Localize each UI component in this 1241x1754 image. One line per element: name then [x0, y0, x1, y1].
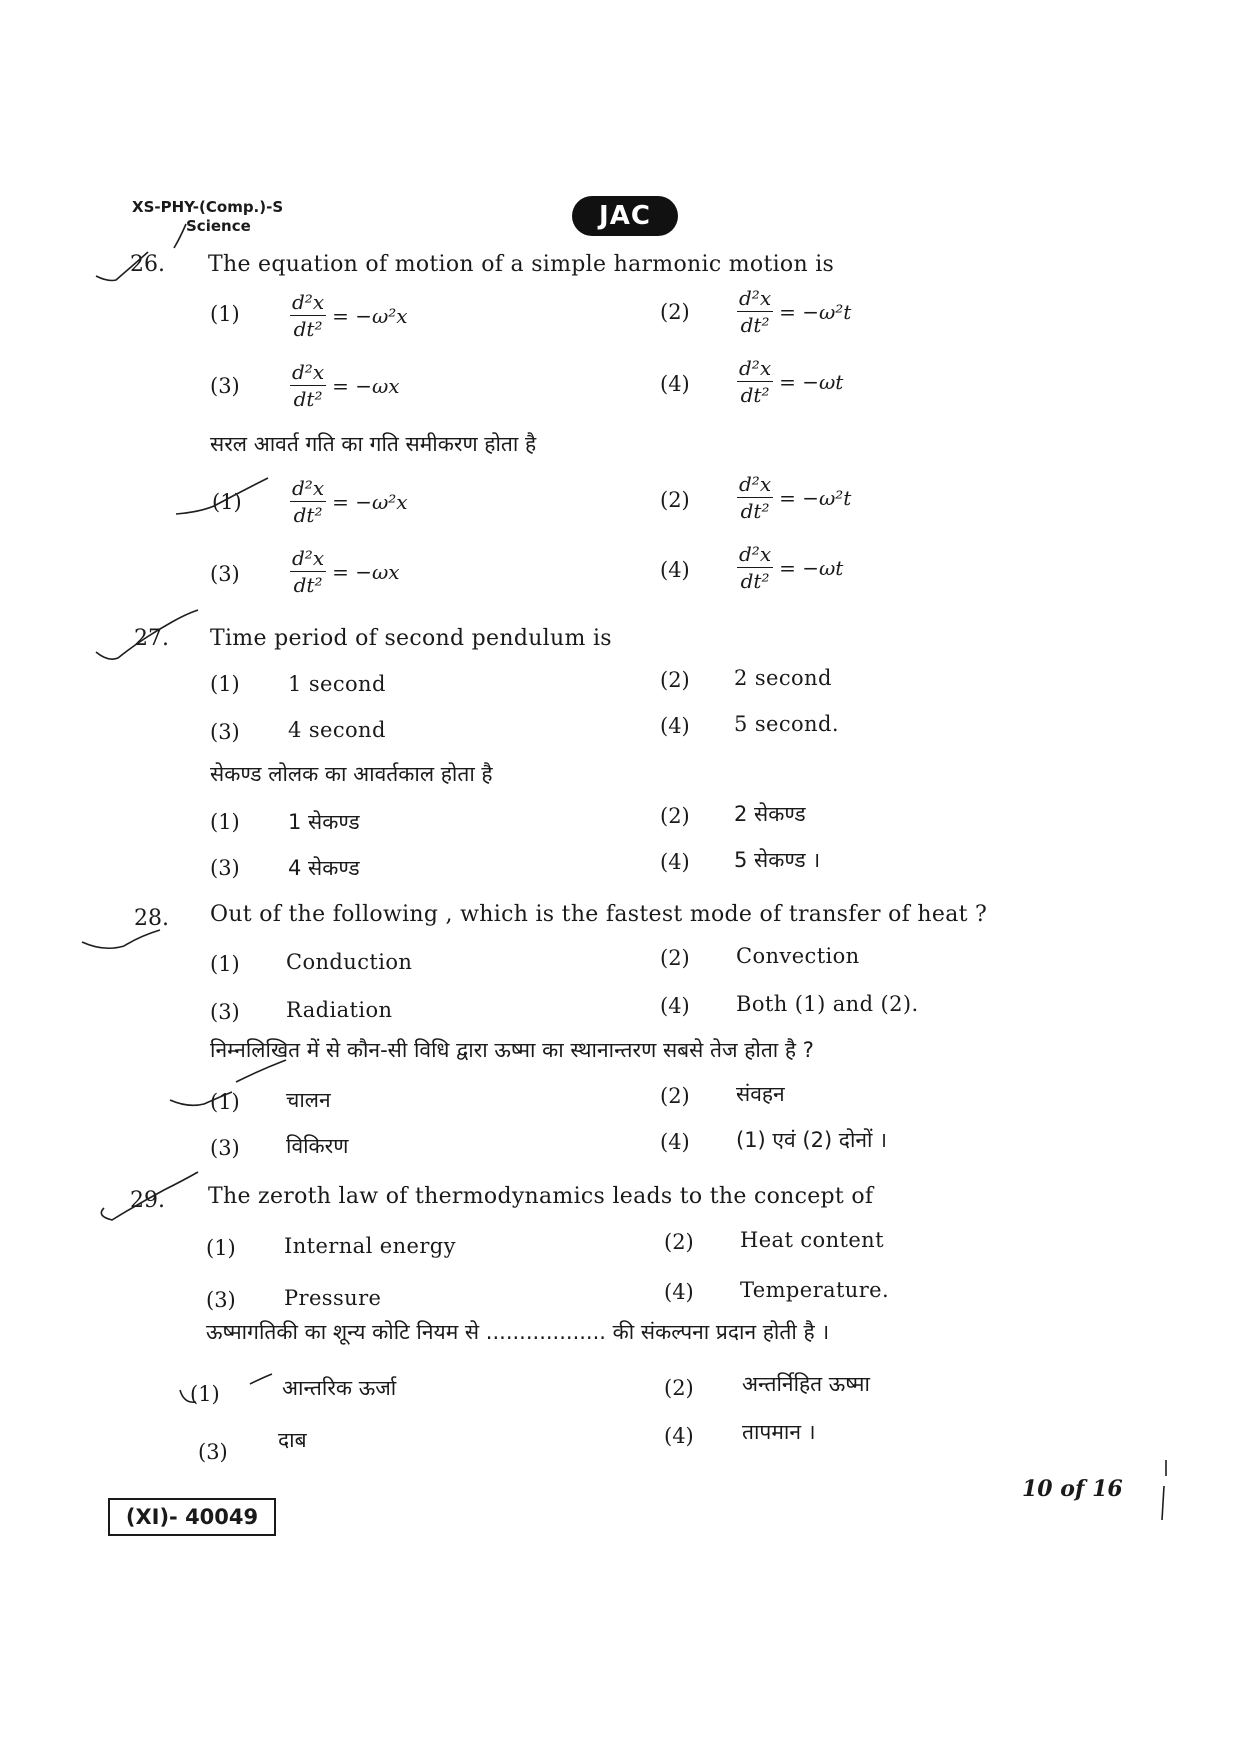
q28-en-option-text-2: Convection	[736, 944, 860, 968]
question-text-28-hi: निम्नलिखित में से कौन-सी विधि द्वारा ऊष्मा का स्थानान्तरण सबसे तेज होता है ?	[210, 1038, 814, 1062]
q28-hi-option-text-1: चालन	[286, 1088, 331, 1112]
q29-en-option-number-1: (1)	[206, 1236, 236, 1260]
q26-hi-option-number-3: (3)	[210, 562, 240, 586]
q26-en-equation-4: $\frac{\text{d²x}}{\text{dt²}}$ = −ωt	[739, 356, 844, 407]
q29-hi-option-number-4: (4)	[664, 1424, 694, 1448]
paper-code: XS-PHY-(Comp.)-S	[132, 198, 284, 216]
q27-en-option-text-4: 5 second.	[734, 712, 839, 736]
q27-en-option-text-3: 4 second	[288, 718, 386, 742]
q27-hi-option-number-1: (1)	[210, 810, 240, 834]
q27-en-option-number-2: (2)	[660, 668, 690, 692]
q28-hi-option-text-3: विकिरण	[286, 1134, 349, 1158]
q27-en-option-number-3: (3)	[210, 720, 240, 744]
footer-paper-code: (XI)- 40049	[125, 1505, 259, 1529]
question-number-27: 27.	[134, 626, 169, 651]
q28-hi-option-text-4: (1) एवं (2) दोनों ।	[736, 1128, 888, 1152]
question-text-29-en: The zeroth law of thermodynamics leads to the concept of	[208, 1184, 874, 1209]
question-text-27-en: Time period of second pendulum is	[210, 626, 612, 651]
question-text-29-hi: ऊष्मागतिकी का शून्य कोटि नियम से .................. की संकल्पना प्रदान होती है ।	[206, 1320, 830, 1344]
q27-hi-option-text-1: 1 सेकण्ड	[288, 810, 360, 834]
board-label: JAC	[599, 201, 651, 231]
q26-en-option-number-3: (3)	[210, 374, 240, 398]
question-text-26-hi: सरल आवर्त गति का गति समीकरण होता है	[210, 432, 537, 456]
q28-en-option-number-3: (3)	[210, 1000, 240, 1024]
question-text-26-en: The equation of motion of a simple harmonic motion is	[208, 252, 835, 277]
question-text-28-en: Out of the following , which is the fastest mode of transfer of heat ?	[210, 902, 988, 927]
q28-hi-option-number-3: (3)	[210, 1136, 240, 1160]
q28-en-option-number-1: (1)	[210, 952, 240, 976]
page-number: 10 of 16	[1022, 1476, 1123, 1502]
q26-en-equation-2: $\frac{\text{d²x}}{\text{dt²}}$ = −ω²t	[739, 286, 852, 337]
q26-en-option-number-1: (1)	[210, 302, 240, 326]
q27-hi-option-text-4: 5 सेकण्ड ।	[734, 848, 821, 872]
q29-hi-option-text-2: अन्तर्निहित ऊष्मा	[742, 1372, 870, 1396]
q28-en-option-number-4: (4)	[660, 994, 690, 1018]
q29-en-option-number-3: (3)	[206, 1288, 236, 1312]
q29-en-option-text-3: Pressure	[284, 1286, 382, 1310]
q26-en-equation-3: $\frac{\text{d²x}}{\text{dt²}}$ = −ωx	[292, 360, 400, 411]
q29-en-option-text-1: Internal energy	[284, 1234, 456, 1258]
q27-hi-option-number-2: (2)	[660, 804, 690, 828]
q26-hi-option-number-1: (1)	[212, 490, 242, 514]
q28-en-option-text-3: Radiation	[286, 998, 393, 1022]
q26-hi-equation-1: $\frac{\text{d²x}}{\text{dt²}}$ = −ω²x	[292, 476, 408, 527]
q27-hi-option-text-3: 4 सेकण्ड	[288, 856, 360, 880]
q26-hi-option-number-2: (2)	[660, 488, 690, 512]
q29-en-option-number-4: (4)	[664, 1280, 694, 1304]
q29-en-option-text-4: Temperature.	[740, 1278, 890, 1302]
question-number-29: 29.	[130, 1188, 165, 1213]
q26-en-option-number-4: (4)	[660, 372, 690, 396]
q29-hi-option-number-2: (2)	[664, 1376, 694, 1400]
q26-hi-option-number-4: (4)	[660, 558, 690, 582]
q27-en-option-text-1: 1 second	[288, 672, 386, 696]
q29-hi-option-number-3: (3)	[198, 1440, 228, 1464]
q27-hi-option-number-3: (3)	[210, 856, 240, 880]
q28-hi-option-number-1: (1)	[210, 1090, 240, 1114]
q27-en-option-number-1: (1)	[210, 672, 240, 696]
q27-en-option-text-2: 2 second	[734, 666, 832, 690]
q28-en-option-text-1: Conduction	[286, 950, 413, 974]
q29-en-option-text-2: Heat content	[740, 1228, 884, 1252]
q28-hi-option-number-4: (4)	[660, 1130, 690, 1154]
q27-hi-option-text-2: 2 सेकण्ड	[734, 802, 806, 826]
question-text-27-hi: सेकण्ड लोलक का आवर्तकाल होता है	[210, 762, 493, 786]
q29-hi-option-text-4: तापमान ।	[742, 1420, 816, 1444]
question-number-28: 28.	[134, 906, 169, 931]
subject-label: Science	[186, 217, 251, 235]
q28-hi-option-text-2: संवहन	[736, 1082, 785, 1106]
question-number-26: 26.	[130, 252, 165, 277]
q28-en-option-number-2: (2)	[660, 946, 690, 970]
q27-hi-option-number-4: (4)	[660, 850, 690, 874]
q29-hi-option-number-1: (1)	[190, 1382, 220, 1406]
q29-hi-option-text-3: दाब	[278, 1428, 307, 1452]
q26-en-equation-1: $\frac{\text{d²x}}{\text{dt²}}$ = −ω²x	[292, 290, 408, 341]
q26-hi-equation-2: $\frac{\text{d²x}}{\text{dt²}}$ = −ω²t	[739, 472, 852, 523]
q28-en-option-text-4: Both (1) and (2).	[736, 992, 919, 1016]
q28-hi-option-number-2: (2)	[660, 1084, 690, 1108]
q27-en-option-number-4: (4)	[660, 714, 690, 738]
q26-hi-equation-4: $\frac{\text{d²x}}{\text{dt²}}$ = −ωt	[739, 542, 844, 593]
q29-hi-option-text-1: आन्तरिक ऊर्जा	[282, 1376, 397, 1400]
q26-en-option-number-2: (2)	[660, 300, 690, 324]
q26-hi-equation-3: $\frac{\text{d²x}}{\text{dt²}}$ = −ωx	[292, 546, 400, 597]
q29-en-option-number-2: (2)	[664, 1230, 694, 1254]
